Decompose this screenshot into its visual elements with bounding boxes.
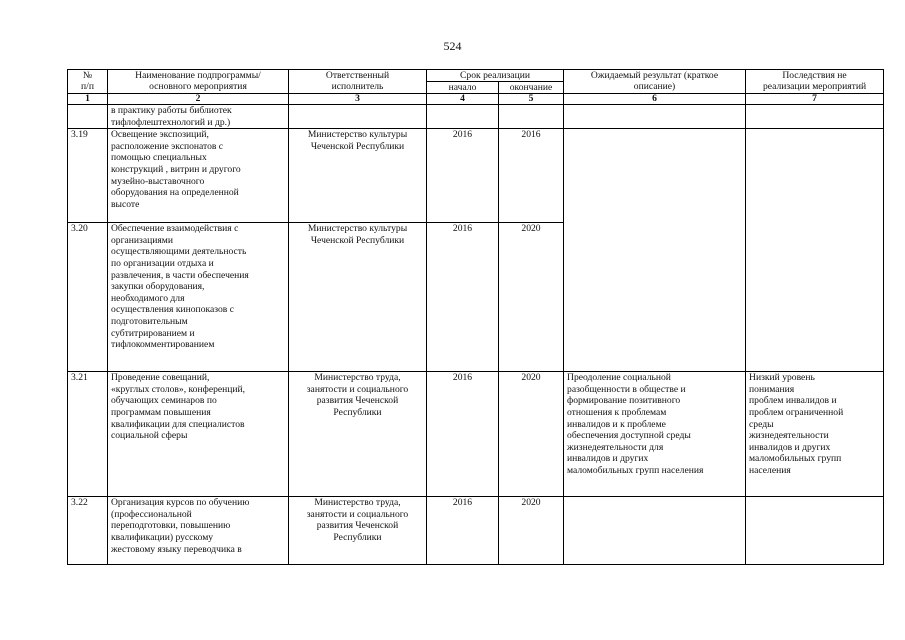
row-result xyxy=(564,105,746,129)
row-result xyxy=(564,129,746,372)
header-executor: Ответственный исполнитель xyxy=(289,70,427,94)
row-result xyxy=(564,497,746,565)
row-name: Организация курсов по обучению (профессиональной переподготовки, повышению квалификации) русскому жестовому языку переводчика в xyxy=(108,497,289,565)
column-number: 2 xyxy=(108,94,289,105)
row-start: 2016 xyxy=(427,129,499,223)
row-name: Проведение совещаний, «круглых столов», конференций, обучающих семинаров по программам повышения квалификации для специалистов социальной сферы xyxy=(108,372,289,497)
row-consequences: Низкий уровень понимания проблем инвалидов и проблем ограниченной среды жизнедеятельности инвалидов и других маломобильных групп населения xyxy=(746,372,884,497)
column-number: 1 xyxy=(68,94,108,105)
row-executor xyxy=(289,105,427,129)
column-number: 7 xyxy=(746,94,884,105)
table-row xyxy=(68,129,884,223)
row-end xyxy=(499,105,564,129)
header-consequences: Последствия не реализации мероприятий xyxy=(746,70,884,94)
header-result: Ожидаемый результат (краткое описание) xyxy=(564,70,746,94)
row-end: 2020 xyxy=(499,223,564,372)
column-number: 6 xyxy=(564,94,746,105)
row-start xyxy=(427,105,499,129)
row-consequences xyxy=(746,497,884,565)
row-consequences xyxy=(746,105,884,129)
row-consequences xyxy=(746,129,884,372)
header-num: № п/п xyxy=(68,70,108,94)
row-executor: Министерство труда, занятости и социального развития Чеченской Республики xyxy=(289,497,427,565)
row-executor: Министерство культуры Чеченской Республики xyxy=(289,223,427,372)
column-numbers-row xyxy=(68,94,884,105)
table-row xyxy=(68,372,884,497)
row-start: 2016 xyxy=(427,497,499,565)
row-executor: Министерство труда, занятости и социального развития Чеченской Республики xyxy=(289,372,427,497)
header-row-top xyxy=(68,70,884,82)
column-number: 5 xyxy=(499,94,564,105)
measures-table xyxy=(67,69,884,565)
row-num: 3.19 xyxy=(68,129,108,223)
row-start: 2016 xyxy=(427,372,499,497)
header-start: начало xyxy=(427,82,499,94)
table-row xyxy=(68,497,884,565)
column-number: 4 xyxy=(427,94,499,105)
row-end: 2020 xyxy=(499,497,564,565)
row-num: 3.21 xyxy=(68,372,108,497)
row-num xyxy=(68,105,108,129)
row-name: Освещение экспозиций, расположение экспонатов с помощью специальных конструкций , витрин и другого музейно-выставочного оборудования на определенной высоте xyxy=(108,129,289,223)
row-name: в практику работы библиотек тифлофлештехнологий и др.) xyxy=(108,105,289,129)
row-num: 3.22 xyxy=(68,497,108,565)
row-end: 2020 xyxy=(499,372,564,497)
table-row xyxy=(68,105,884,129)
row-end: 2016 xyxy=(499,129,564,223)
header-end: окончание xyxy=(499,82,564,94)
row-result: Преодоление социальной разобщенности в обществе и формирование позитивного отношения к проблемам инвалидов и к проблеме обеспечения доступной среды жизнедеятельности для инвалидов и других маломобильных групп населения xyxy=(564,372,746,497)
row-num: 3.20 xyxy=(68,223,108,372)
row-name: Обеспечение взаимодействия с организациями осуществляющими деятельность по организации отдыха и развлечения, в части обеспечения закупки оборудования, необходимого для осуществления кинопоказов с подготовительным субтитрированием и тифлокомментированием xyxy=(108,223,289,372)
header-name: Наименование подпрограммы/ основного мероприятия xyxy=(108,70,289,94)
header-period: Срок реализации xyxy=(427,70,564,82)
row-start: 2016 xyxy=(427,223,499,372)
page-number: 524 xyxy=(443,39,462,53)
row-executor: Министерство культуры Чеченской Республики xyxy=(289,129,427,223)
column-number: 3 xyxy=(289,94,427,105)
